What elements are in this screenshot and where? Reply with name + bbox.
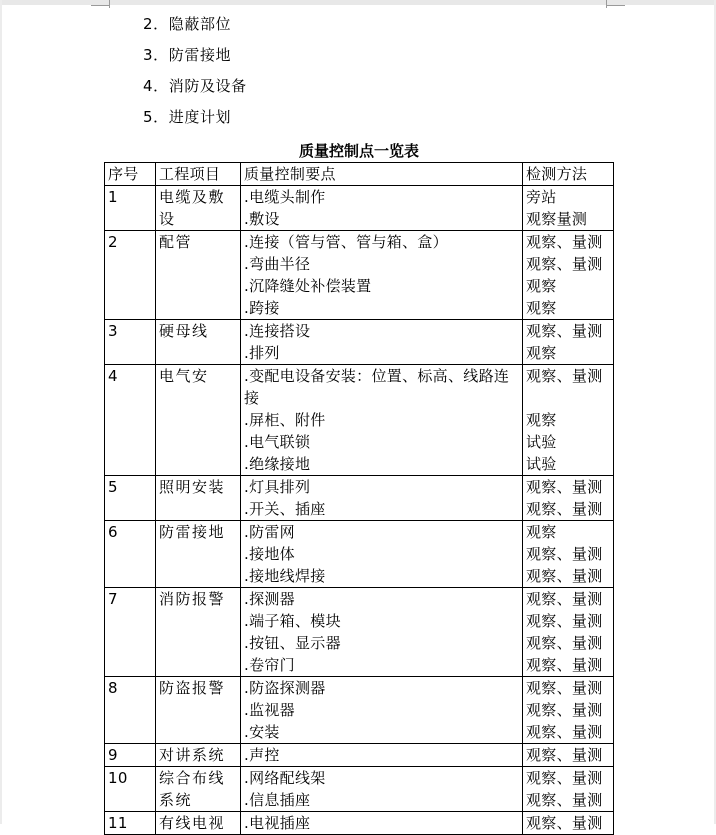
table-row [105, 365, 614, 476]
cell-item [156, 186, 241, 231]
method-text: 观察 [526, 523, 557, 541]
table-row [105, 521, 614, 588]
cell-points [241, 476, 523, 521]
corner-mark-right [606, 0, 607, 8]
row-number: 11 [108, 814, 128, 832]
table-header-row [105, 163, 614, 186]
method-text: 观察 [526, 299, 557, 317]
control-point: .变配电设备安装：位置、标高、线路连接 [244, 367, 510, 407]
table-row [105, 320, 614, 365]
cell-points [241, 677, 523, 744]
control-point: .防雷网 [244, 523, 295, 541]
row-number: 7 [108, 590, 118, 608]
control-point: .电视插座 [244, 814, 311, 832]
cell-points [241, 812, 523, 835]
method-text: 观察、量测 [526, 367, 603, 385]
item-text: 防盗报警 [159, 679, 226, 697]
header-item: 工程项目 [156, 163, 241, 186]
method-text: 观察、量测 [526, 545, 603, 563]
control-point: .绝缘接地 [244, 455, 311, 473]
method-text: 观察、量测 [526, 612, 603, 630]
method-text: 观察、量测 [526, 701, 603, 719]
cell-method [523, 588, 614, 677]
control-point: .探测器 [244, 590, 295, 608]
method-text: 试验 [526, 433, 557, 451]
cell-item [156, 320, 241, 365]
method-text: 试验 [526, 455, 557, 473]
cell-points [241, 767, 523, 812]
cell-no [105, 521, 156, 588]
item-text: 消防报警 [159, 590, 226, 608]
corner-mark-left-h [91, 5, 109, 6]
control-point: .沉降缝处补偿装置 [244, 277, 372, 295]
cell-item [156, 521, 241, 588]
control-point: .连接搭设 [244, 322, 311, 340]
table-title: 质量控制点一览表 [298, 142, 419, 160]
list-item: 2．隐蔽部位 [143, 15, 232, 33]
cell-item [156, 677, 241, 744]
control-point: .防盗探测器 [244, 679, 326, 697]
control-point: .信息插座 [244, 791, 311, 809]
cell-item [156, 476, 241, 521]
cell-no [105, 476, 156, 521]
method-text: 观察、量测 [526, 500, 603, 518]
cell-item [156, 812, 241, 835]
cell-points [241, 186, 523, 231]
table-row [105, 812, 614, 835]
cell-no [105, 744, 156, 767]
item-text: 设 [159, 210, 176, 228]
corner-mark-left [109, 0, 110, 8]
cell-no [105, 677, 156, 744]
control-point: .监视器 [244, 701, 295, 719]
control-point: .敷设 [244, 210, 280, 228]
cell-method [523, 677, 614, 744]
method-text: 观察、量测 [526, 634, 603, 652]
cell-method [523, 521, 614, 588]
method-text: 观察、量测 [526, 590, 603, 608]
cell-no [105, 320, 156, 365]
page-left-edge [0, 0, 2, 824]
method-text: 旁站 [526, 188, 557, 206]
cell-points [241, 588, 523, 677]
cell-method [523, 231, 614, 320]
cell-item [156, 588, 241, 677]
control-point: .弯曲半径 [244, 255, 311, 273]
cell-no [105, 812, 156, 835]
method-text: 观察、量测 [526, 814, 603, 832]
control-point: .屏柜、附件 [244, 411, 326, 429]
cell-method [523, 320, 614, 365]
table-row [105, 677, 614, 744]
method-text: 观察、量测 [526, 322, 603, 340]
control-point: .接地体 [244, 545, 295, 563]
table-row [105, 231, 614, 320]
row-number: 1 [108, 188, 118, 206]
control-point: .按钮、显示器 [244, 634, 341, 652]
table-row [105, 476, 614, 521]
table-row [105, 588, 614, 677]
cell-points [241, 744, 523, 767]
control-point: .接地线焊接 [244, 567, 326, 585]
method-text: 观察、量测 [526, 233, 603, 251]
item-text: 硬母线 [159, 322, 209, 340]
control-point: .电缆头制作 [244, 188, 326, 206]
control-point: .跨接 [244, 299, 280, 317]
control-point: .卷帘门 [244, 656, 295, 674]
cell-points [241, 521, 523, 588]
method-text: 观察 [526, 277, 557, 295]
row-number: 5 [108, 478, 118, 496]
item-text: 电气安 [159, 367, 209, 385]
table-row [105, 744, 614, 767]
cell-method [523, 812, 614, 835]
cell-item [156, 231, 241, 320]
method-text: 观察 [526, 344, 557, 362]
method-text: 观察、量测 [526, 791, 603, 809]
cell-points [241, 365, 523, 476]
item-text: 综合布线 [159, 769, 226, 787]
header-method: 检测方法 [523, 163, 614, 186]
control-point: .灯具排列 [244, 478, 311, 496]
control-point: .网络配线架 [244, 769, 326, 787]
control-point: .安装 [244, 723, 280, 741]
cell-method [523, 767, 614, 812]
cell-item [156, 365, 241, 476]
row-number: 2 [108, 233, 118, 251]
control-point: .连接（管与管、管与箱、盒） [244, 233, 448, 251]
header-points: 质量控制要点 [241, 163, 523, 186]
row-number: 6 [108, 523, 118, 541]
row-number: 9 [108, 746, 118, 764]
cell-no [105, 231, 156, 320]
cell-method [523, 186, 614, 231]
cell-points [241, 320, 523, 365]
row-number: 10 [108, 769, 128, 787]
cell-method [523, 744, 614, 767]
method-text: 观察、量测 [526, 255, 603, 273]
quality-control-table [104, 162, 614, 835]
corner-mark-right-h [607, 5, 625, 6]
method-text: 观察、量测 [526, 567, 603, 585]
control-point: .开关、插座 [244, 500, 326, 518]
method-text: 观察、量测 [526, 746, 603, 764]
item-text: 防雷接地 [159, 523, 226, 541]
method-text: 观察量测 [526, 210, 588, 228]
control-point: .声控 [244, 746, 280, 764]
item-text: 电缆及敷 [159, 188, 226, 206]
cell-no [105, 588, 156, 677]
numbered-list [143, 13, 247, 137]
control-point: .排列 [244, 344, 280, 362]
control-point: .端子箱、模块 [244, 612, 341, 630]
table-row [105, 767, 614, 812]
cell-no [105, 767, 156, 812]
cell-points [241, 231, 523, 320]
table-body [105, 186, 614, 835]
table-row [105, 186, 614, 231]
method-text: 观察、量测 [526, 679, 603, 697]
item-text: 照明安装 [159, 478, 226, 496]
list-item: 5．进度计划 [143, 108, 232, 126]
row-number: 8 [108, 679, 118, 697]
cell-no [105, 365, 156, 476]
control-point: .电气联锁 [244, 433, 311, 451]
item-text: 系统 [159, 791, 193, 809]
item-text: 配管 [159, 233, 193, 251]
method-text: 观察、量测 [526, 478, 603, 496]
cell-no [105, 186, 156, 231]
cell-item [156, 767, 241, 812]
cell-method [523, 476, 614, 521]
list-item: 3．防雷接地 [143, 46, 232, 64]
method-text: 观察、量测 [526, 656, 603, 674]
cell-item [156, 744, 241, 767]
item-text: 对讲系统 [159, 746, 226, 764]
row-number: 4 [108, 367, 118, 385]
method-text: 观察、量测 [526, 723, 603, 741]
row-number: 3 [108, 322, 118, 340]
item-text: 有线电视 [159, 814, 226, 832]
method-text: 观察 [526, 411, 557, 429]
header-no: 序号 [105, 163, 156, 186]
list-item: 4．消防及设备 [143, 77, 247, 95]
method-text: 观察、量测 [526, 769, 603, 787]
cell-method [523, 365, 614, 476]
